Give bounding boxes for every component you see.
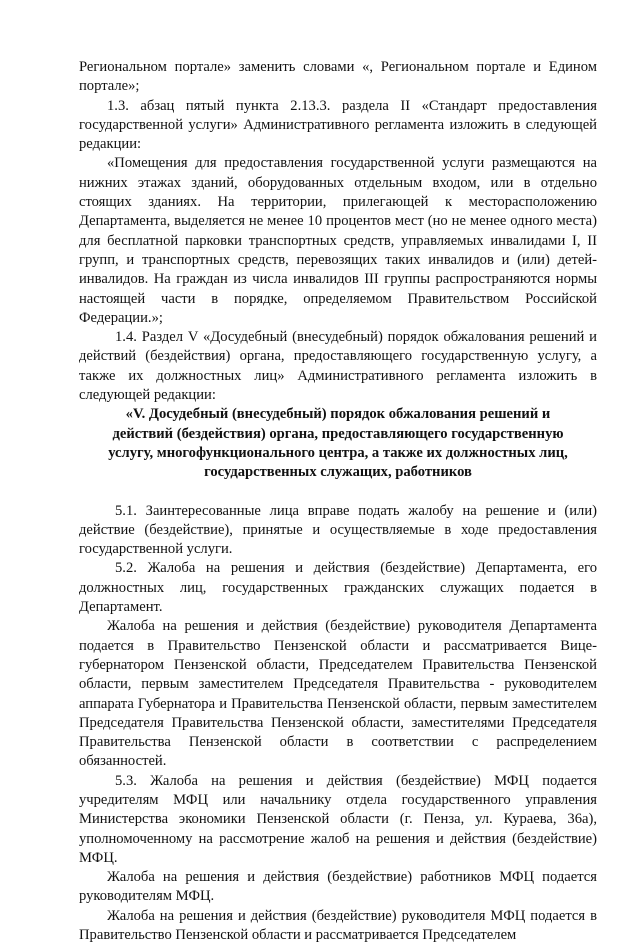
- paragraph-1-4: 1.4. Раздел V «Досудебный (внесудебный) порядок обжалования решений и действий (бездействия) органа, предоставляющего государственную услугу, а также их должностных лиц» Административного регламента изложить в следующей редакции:: [79, 329, 597, 404]
- paragraph-5-3: 5.3. Жалоба на решения и действия (бездействие) МФЦ подается учредителям МФЦ или начальнику отдела государственного управления Министерства экономики Пензенской области (г. Пенза, ул. Кураева, 36а), уполномоченному на рассмотрение жалоб на решения и действия (бездействие) МФЦ.: [79, 772, 597, 866]
- blank-line: [79, 483, 597, 502]
- paragraph-5-2: 5.2. Жалоба на решения и действия (бездействие) Департамента, его должностных лиц, государственных гражданских служащих подается в Департамент.: [79, 560, 597, 616]
- paragraph-mfc-workers-complaint: Жалоба на решения и действия (бездействие) работников МФЦ подается руководителям МФЦ.: [79, 869, 597, 905]
- document-page: [79, 58, 597, 945]
- section-v-heading: «V. Досудебный (внесудебный) порядок обжалования решений и действий (бездействия) органа, предоставляющего государственную услугу, многофункционального центра, а также их должностных лиц, государственных служащих, работников: [108, 406, 568, 481]
- paragraph-1-3: 1.3. абзац пятый пункта 2.13.3. раздела II «Стандарт предоставления государственной услуги» Административного регламента изложить в следующей редакции:: [79, 97, 597, 153]
- paragraph-replace-words: Региональном портале» заменить словами «, Региональном портале и Едином портале»;: [79, 59, 597, 95]
- paragraph-department-head-complaint: Жалоба на решения и действия (бездействие) руководителя Департамента подается в Правительство Пензенской области и рассматривается Вице-губернатором Пензенской области, Председателем Правительства Пензенской области, первым заместителем Председателя Правительства - руководителем аппарата Губернатора и Правительства Пензенской области, первым заместителем Председателя Правительства Пензенской области, заместителями Председателя Правительства Пензенской области в соответствии с распределением обязанностей.: [79, 618, 597, 770]
- paragraph-5-1: 5.1. Заинтересованные лица вправе подать жалобу на решение и (или) действие (бездействие), принятые и осуществляемые в ходе предоставления государственной услуги.: [79, 502, 597, 558]
- paragraph-mfc-head-complaint: Жалоба на решения и действия (бездействие) руководителя МФЦ подается в Правительство Пензенской области и рассматривается Председателем: [79, 907, 597, 944]
- paragraph-premises-quote: «Помещения для предоставления государственной услуги размещаются на нижних этажах зданий, оборудованных отдельным входом, или в отдельно стоящих зданиях. На территории, прилегающей к месторасположению Департамента, выделяется не менее 10 процентов мест (но не менее одного места) для бесплатной парковки транспортных средств, управляемых инвалидами I, II групп, и транспортных средств, перевозящих таких инвалидов и (или) детей-инвалидов. На граждан из числа инвалидов III группы распространяются нормы настоящей части в порядке, определяемом Правительством Российской Федерации.»;: [79, 155, 597, 326]
